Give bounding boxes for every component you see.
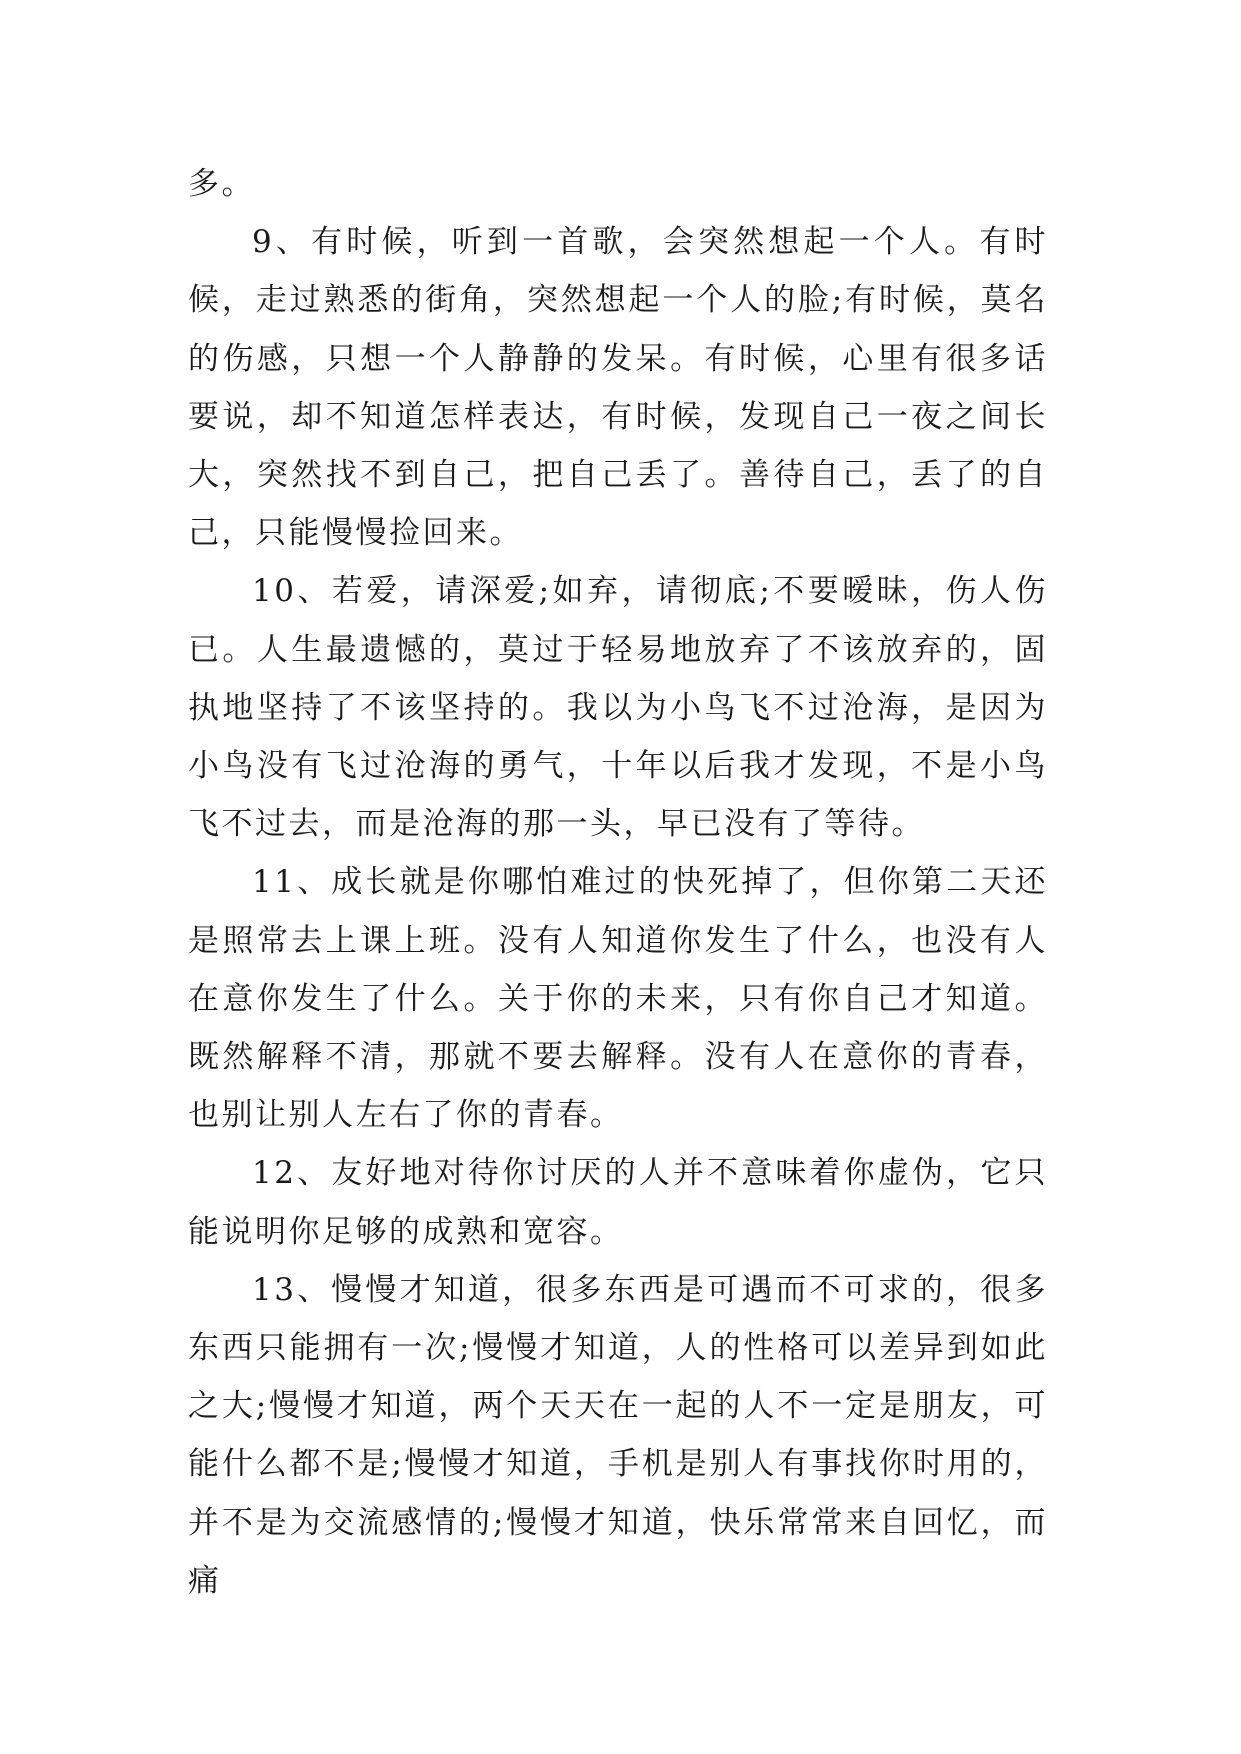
paragraph-item-12: 12、友好地对待你讨厌的人并不意味着你虚伪，它只能说明你足够的成熟和宽容。 — [188, 1155, 1048, 1250]
paragraph-item-10: 10、若爱，请深爱;如弃，请彻底;不要暧昧，伤人伤已。人生最遗憾的，莫过于轻易地放弃了不该放弃的，固执地坚持了不该坚持的。我以为小鸟飞不过沧海，是因为小鸟没有飞过沧海的勇气，十年以后我才发现，不是小鸟飞不过去，而是沧海的那一头，早已没有了等待。 — [188, 573, 1048, 843]
paragraph-item-11: 11、成长就是你哪怕难过的快死掉了，但你第二天还是照常去上课上班。没有人知道你发生了什么，也没有人在意你发生了什么。关于你的未来，只有你自己才知道。既然解释不清，那就不要去解释。没有人在意你的青春，也别让别人左右了你的青春。 — [188, 864, 1048, 1134]
paragraph-item-13: 13、慢慢才知道，很多东西是可遇而不可求的，很多东西只能拥有一次;慢慢才知道，人的性格可以差异到如此之大;慢慢才知道，两个天天在一起的人不一定是朋友，可能什么都不是;慢慢才知道，手机是别人有事找你时用的，并不是为交流感情的;慢慢才知道，快乐常常来自回忆，而痛 — [188, 1271, 1048, 1599]
paragraph-continuation: 多。 — [188, 166, 255, 202]
paragraph-item-9: 9、有时候，听到一首歌，会突然想起一个人。有时候，走过熟悉的街角，突然想起一个人的脸;有时候，莫名的伤感，只想一个人静静的发呆。有时候，心里有很多话要说，却不知道怎样表达，有时候，发现自己一夜之间长大，突然找不到自己，把自己丢了。善待自己，丢了的自己，只能慢慢捡回来。 — [188, 224, 1048, 552]
document-body — [188, 155, 1048, 1610]
